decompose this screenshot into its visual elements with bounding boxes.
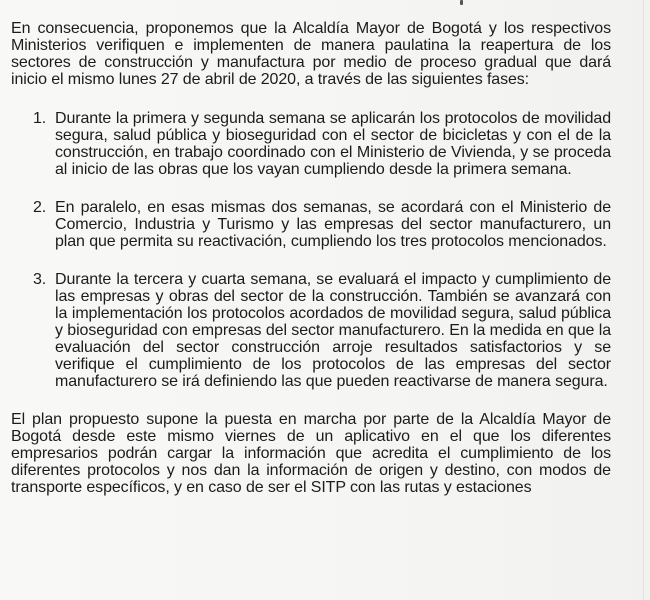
phases-list: [11, 110, 611, 390]
phase-number: 1.: [33, 110, 47, 127]
phase-item: [33, 199, 611, 250]
phase-text: En paralelo, en esas mismas dos semanas, se acordará con el Ministerio de Comercio, Industria y Turismo y las empresas del sector manufacturero, un plan que permita su reactivación, cumpliendo los tres protocolos mencionados.: [55, 199, 611, 250]
phase-item: [33, 271, 611, 390]
cut-off-text-mark: [460, 0, 463, 5]
intro-paragraph: En consecuencia, proponemos que la Alcaldía Mayor de Bogotá y los respectivos Ministerios verifiquen e implementen de manera paulatina la reapertura de los sectores de construcción y manufactura por medio de proceso gradual que dará inicio el mismo lunes 27 de abril de 2020, a través de las siguientes fases:: [11, 20, 611, 88]
phase-text: Durante la tercera y cuarta semana, se evaluará el impacto y cumplimiento de las empresas y obras del sector de la construcción. También se avanzará con la implementación los protocolos acordados de movilidad segura, salud pública y bioseguridad con empresas del sector manufacturero. En la medida en que la evaluación del sector construcción arroje resultados satisfactorios y se verifique el cumplimiento de los protocolos de las empresas del sector manufacturero se irá definiendo las que pueden reactivarse de manera segura.: [55, 271, 611, 390]
phase-text: Durante la primera y segunda semana se aplicarán los protocolos de movilidad segura, salud pública y bioseguridad con el sector de bicicletas y con el de la construcción, en trabajo coordinado con el Ministerio de Vivienda, y se proceda al inicio de las obras que los vayan cumpliendo desde la primera semana.: [55, 110, 611, 178]
document-body: [11, 20, 611, 496]
page-edge: [643, 0, 644, 600]
closing-paragraph: El plan propuesto supone la puesta en marcha por parte de la Alcaldía Mayor de Bogotá desde este mismo viernes de un aplicativo en el que los diferentes empresarios podrán cargar la información que acredita el cumplimiento de los diferentes protocolos y nos dan la información de origen y destino, con modos de transporte específicos, y en caso de ser el SITP con las rutas y estaciones: [11, 411, 611, 496]
phase-number: 2.: [33, 199, 47, 216]
phase-item: [33, 110, 611, 178]
phase-number: 3.: [33, 271, 47, 288]
